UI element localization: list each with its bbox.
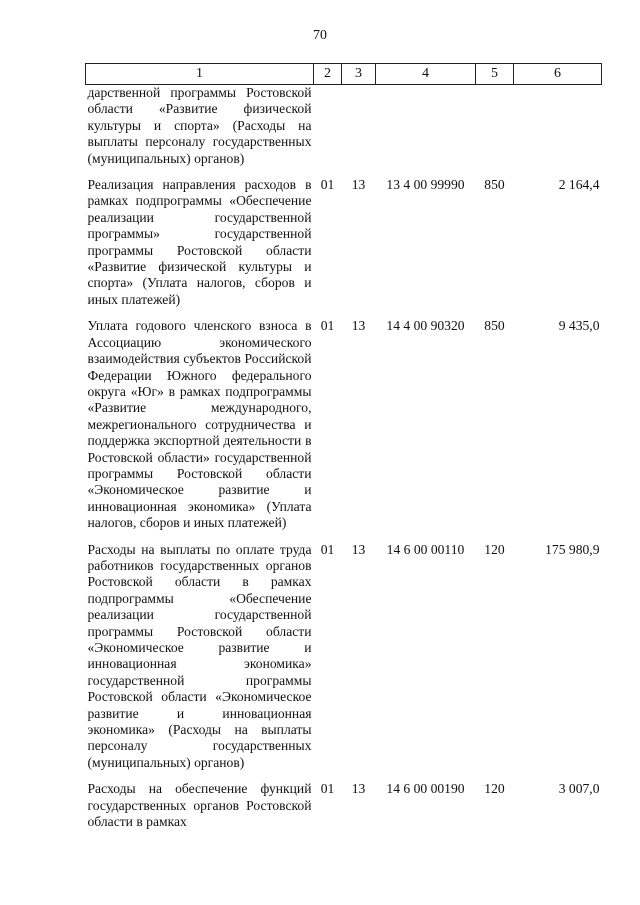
- col-header-5: 5: [476, 64, 514, 85]
- row-expense-type: [476, 85, 514, 178]
- row-section: [314, 85, 342, 178]
- row-description: дарственной программы Ростовской области «Развитие физической культуры и спорта» (Расходы на выплаты персоналу государственных (муниципальных) органов): [87, 85, 312, 166]
- row-amount: 2 164,4: [558, 177, 600, 193]
- table-row: [86, 318, 602, 541]
- col-header-2: 2: [314, 64, 342, 85]
- row-expense-type: 850: [484, 318, 505, 334]
- row-expense-type: 850: [484, 177, 505, 193]
- budget-table: [85, 63, 602, 840]
- row-section: 01: [320, 318, 335, 334]
- row-target-code: 14 6 00 00110: [386, 541, 465, 557]
- row-section: 01: [320, 177, 335, 193]
- row-subsection: 13: [351, 541, 366, 557]
- row-section: 01: [320, 781, 335, 797]
- row-target-code: 14 4 00 90320: [386, 318, 465, 334]
- row-amount: [514, 85, 602, 178]
- row-section: 01: [320, 541, 335, 557]
- row-target-code: [376, 85, 476, 178]
- row-description: Реализация направления расходов в рамках подпрограммы «Обеспечение реализации государственной программы» государственной программы Ростовской области «Развитие физической культуры и спорта» (Уплата налогов, сборов и иных платежей): [87, 177, 312, 307]
- row-subsection: [342, 85, 376, 178]
- col-header-1: 1: [86, 64, 314, 85]
- table-row: [86, 177, 602, 318]
- table-row: [86, 85, 602, 178]
- col-header-4: 4: [376, 64, 476, 85]
- row-subsection: 13: [351, 781, 366, 797]
- header-row: [86, 64, 602, 85]
- col-header-3: 3: [342, 64, 376, 85]
- row-description: Расходы на обеспечение функций государственных органов Ростовской области в рамках: [87, 781, 312, 830]
- table-row: [86, 781, 602, 840]
- row-amount: 9 435,0: [558, 318, 600, 334]
- row-amount: 3 007,0: [558, 781, 600, 797]
- table-row: [86, 542, 602, 782]
- col-header-6: 6: [514, 64, 602, 85]
- row-subsection: 13: [351, 177, 366, 193]
- row-target-code: 13 4 00 99990: [386, 177, 465, 193]
- row-amount: 175 980,9: [545, 541, 600, 557]
- row-target-code: 14 6 00 00190: [386, 781, 465, 797]
- row-description: Уплата годового членского взноса в Ассоциацию экономического взаимодействия субъектов Российской Федерации Южного федерального округа «Юг» в рамках подпрограммы «Развитие международного, межрегионального сотрудничества и поддержка экспортной деятельности в Ростовской области» государственной программы Ростовской области «Экономическое развитие и инновационная экономика» (Уплата налогов, сборов и иных платежей): [87, 318, 312, 531]
- row-subsection: 13: [351, 318, 366, 334]
- row-expense-type: 120: [484, 541, 505, 557]
- row-description: Расходы на выплаты по оплате труда работников государственных органов Ростовской области в рамках подпрограммы «Обеспечение реализации государственной программы Ростовской области «Экономическое развитие и инновационная экономика» государственной программы Ростовской области «Экономическое развитие и инновационная экономика» (Расходы на выплаты персоналу государственных (муниципальных) органов): [87, 541, 312, 770]
- row-expense-type: 120: [484, 781, 505, 797]
- page-number: 70: [313, 28, 327, 43]
